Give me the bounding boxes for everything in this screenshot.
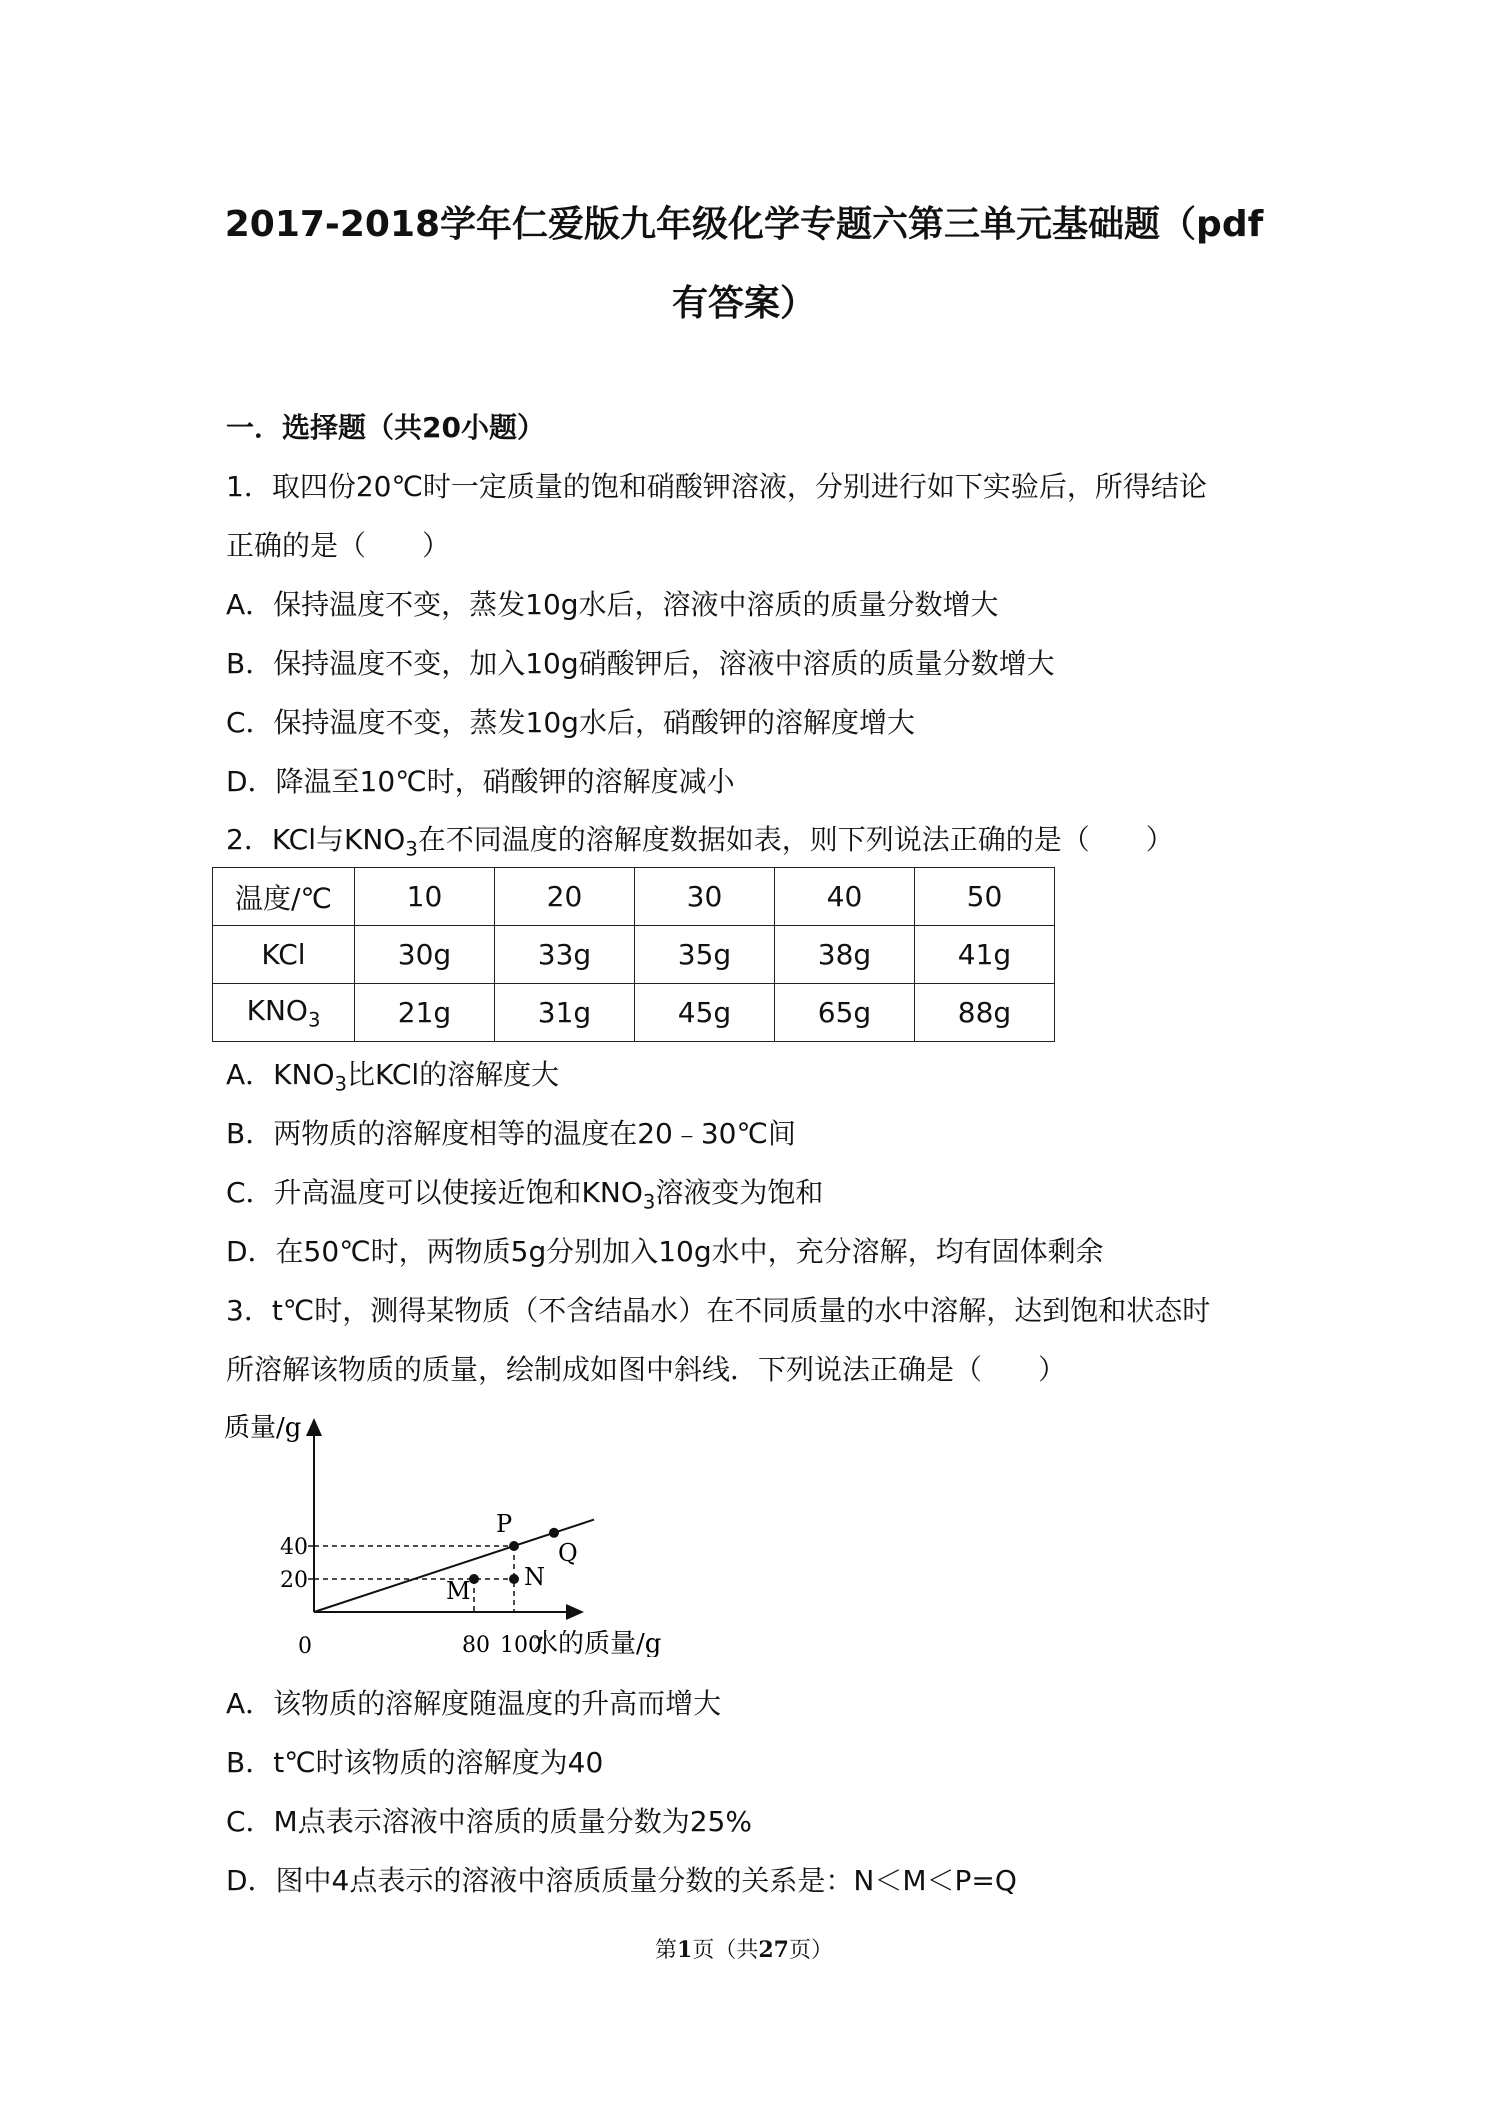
point-n <box>509 1574 519 1584</box>
table-cell: 41g <box>915 926 1055 984</box>
q1-option-d: D．降温至10℃时，硝酸钾的溶解度减小 <box>226 765 735 798</box>
q3-option-c: C．M点表示溶液中溶质的质量分数为25% <box>226 1805 752 1838</box>
page-total: 27 <box>758 1937 789 1963</box>
q1-option-c: C．保持温度不变，蒸发10g水后，硝酸钾的溶解度增大 <box>226 706 915 739</box>
table-cell: 88g <box>915 984 1055 1042</box>
table-cell: 20 <box>495 868 635 926</box>
y-tick-label: 20 <box>280 1568 308 1593</box>
page-number: 1 <box>677 1937 693 1963</box>
table-cell: 50 <box>915 868 1055 926</box>
table-cell: 45g <box>635 984 775 1042</box>
table-cell: 31g <box>495 984 635 1042</box>
table-row-kcl <box>213 926 1055 984</box>
y-tick-label: 40 <box>280 1535 308 1560</box>
table-cell: 30g <box>355 926 495 984</box>
point-label-m: M <box>446 1577 471 1605</box>
point-label-p: P <box>496 1510 513 1538</box>
q2-option-b: B．两物质的溶解度相等的温度在20﹣30℃间 <box>226 1117 796 1150</box>
table-cell: KCl <box>213 926 355 984</box>
q1-stem-line1: 1．取四份20℃时一定质量的饱和硝酸钾溶液，分别进行如下实验后，所得结论 <box>226 470 1207 503</box>
q3-stem-line1: 3．t℃时，测得某物质（不含结晶水）在不同质量的水中溶解，达到饱和状态时 <box>226 1294 1211 1327</box>
x-tick-label: 80 <box>462 1633 490 1657</box>
section-heading: 一．选择题（共20小题） <box>226 411 545 444</box>
table-cell: 21g <box>355 984 495 1042</box>
table-cell: 38g <box>775 926 915 984</box>
point-label-q: Q <box>558 1538 578 1567</box>
document-title-line2: 有答案） <box>671 283 816 324</box>
table-cell: 温度/℃ <box>213 868 355 926</box>
q1-stem-line2: 正确的是（ ） <box>226 529 451 562</box>
q3-option-d: D．图中4点表示的溶液中溶质质量分数的关系是：N＜M＜P=Q <box>226 1864 1017 1897</box>
solubility-line-chart <box>222 1412 682 1657</box>
y-axis-label: 质量/g <box>224 1413 302 1443</box>
q1-option-a: A．保持温度不变，蒸发10g水后，溶液中溶质的质量分数增大 <box>226 588 999 621</box>
point-q <box>549 1528 559 1538</box>
q2-option-d: D．在50℃时，两物质5g分别加入10g水中，充分溶解，均有固体剩余 <box>226 1235 1104 1268</box>
table-cell: $KNO_3$ <box>213 984 355 1042</box>
page-footer: 第1页（共27页） <box>655 1937 833 1963</box>
table-cell: 40 <box>775 868 915 926</box>
q1-option-b: B．保持温度不变，加入10g硝酸钾后，溶液中溶质的质量分数增大 <box>226 647 1055 680</box>
origin-label: 0 <box>298 1634 312 1657</box>
q2-option-c: C．升高温度可以使接近饱和$KNO_3$溶液变为饱和 <box>226 1176 824 1214</box>
table-header-row <box>213 868 1055 926</box>
point-p <box>509 1541 519 1551</box>
table-cell: 10 <box>355 868 495 926</box>
table-row-kno3 <box>213 984 1055 1042</box>
point-label-n: N <box>524 1563 545 1591</box>
solubility-table <box>212 867 1055 1042</box>
x-axis-label: 水的质量/g <box>532 1629 662 1657</box>
q3-option-a: A．该物质的溶解度随温度的升高而增大 <box>226 1687 722 1720</box>
q3-stem-line2: 所溶解该物质的质量，绘制成如图中斜线．下列说法正确是（ ） <box>226 1353 1067 1386</box>
table-cell: 65g <box>775 984 915 1042</box>
table-cell: 30 <box>635 868 775 926</box>
q2-option-a: A．$KNO_3$比KCl的溶解度大 <box>226 1058 560 1096</box>
q3-option-b: B．t℃时该物质的溶解度为40 <box>226 1746 604 1779</box>
document-title-line1: 2017-2018学年仁爱版九年级化学专题六第三单元基础题（pdf <box>224 204 1264 245</box>
table-cell: 35g <box>635 926 775 984</box>
q2-stem: 2．KCl与$KNO_3$在不同温度的溶解度数据如表，则下列说法正确的是（ ） <box>226 823 1174 861</box>
x-tick-label: 100 <box>500 1633 542 1657</box>
table-cell: 33g <box>495 926 635 984</box>
